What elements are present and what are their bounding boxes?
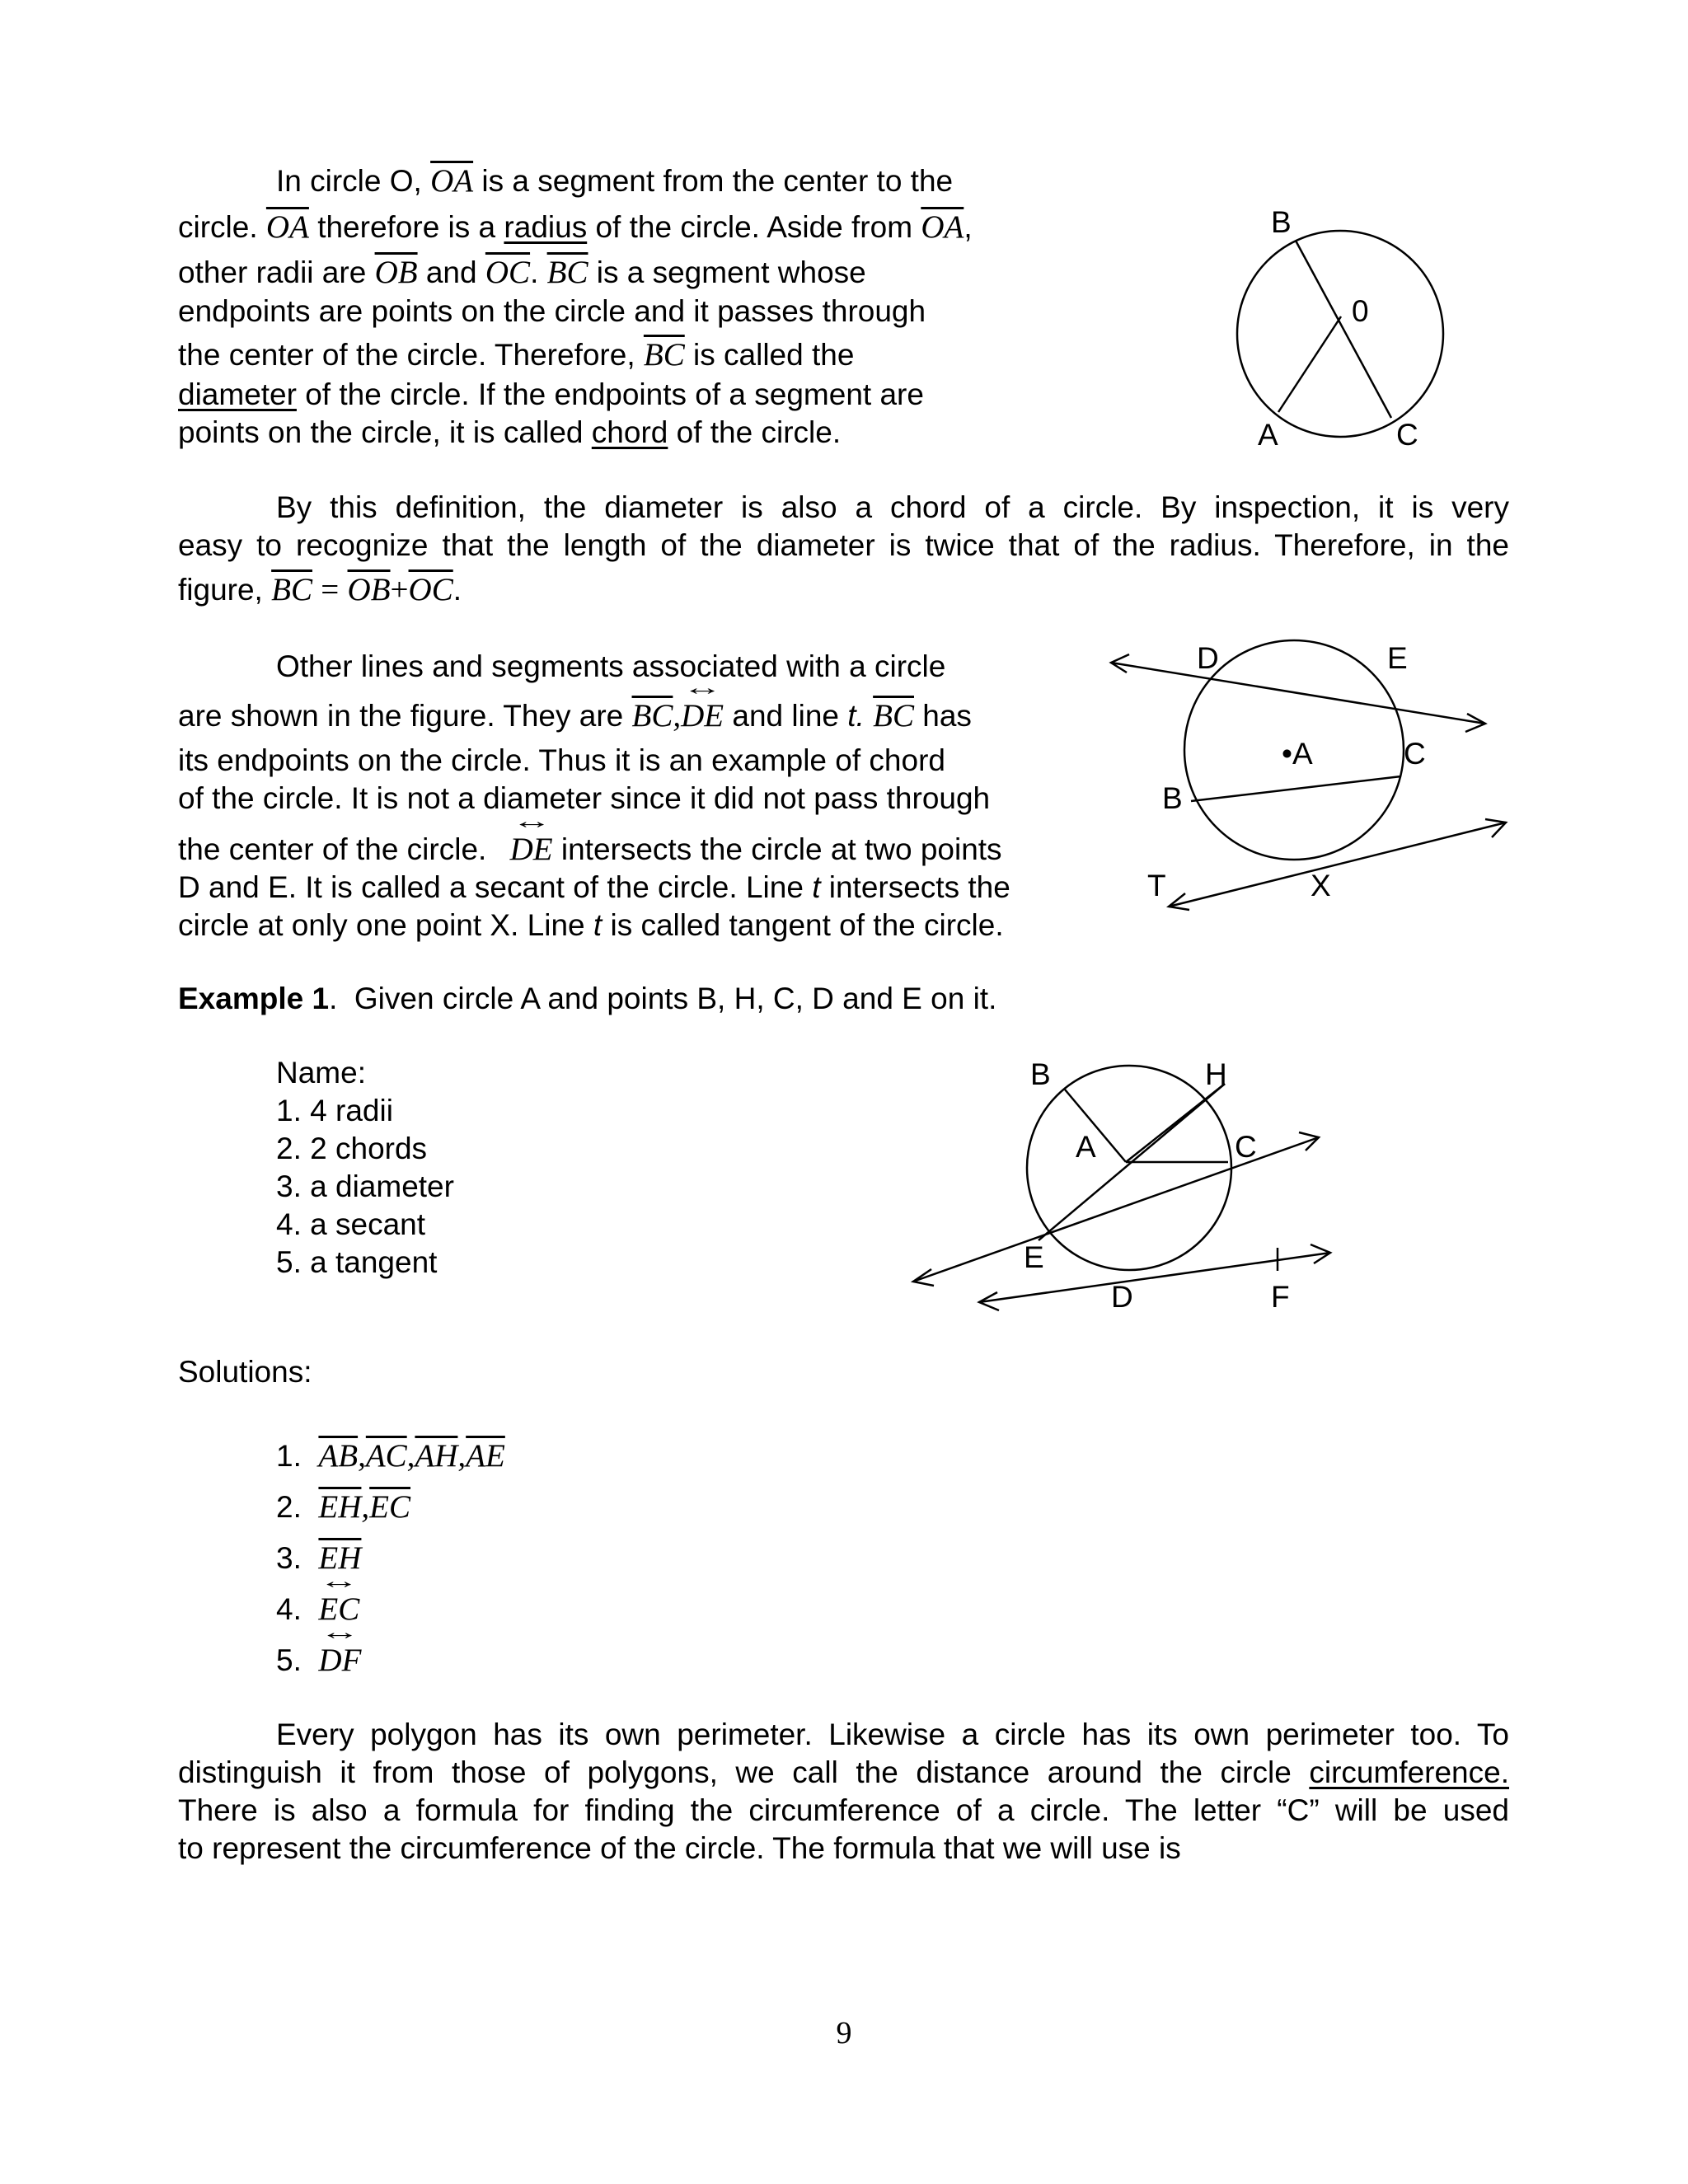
segment-bc: $\overline{BC}$	[271, 572, 312, 607]
para3-line2	[178, 697, 972, 735]
segment-eh: $\overline{EH}$	[318, 1540, 362, 1576]
segment-bc: $\overline{BC}$	[873, 698, 914, 733]
plus-sign: +	[390, 572, 409, 607]
label-a: A	[1258, 418, 1278, 452]
text-span: is called the	[693, 338, 855, 372]
text-span: ,	[406, 1438, 415, 1474]
text-span: and	[425, 255, 477, 289]
segment-ae: $\overline{AE}$	[466, 1438, 505, 1474]
segment-ab: $\overline{AB}$	[318, 1438, 359, 1474]
text-span: circle at only one point X. Line	[178, 908, 585, 942]
text-span: D and E. It is called a secant of the circle. Line	[178, 870, 804, 904]
segment-oa-line	[1278, 316, 1341, 412]
text-span: In circle O,	[276, 164, 422, 198]
list-item: 5. a tangent	[276, 1245, 438, 1279]
para2-line1: By this definition, the diameter is also a chord of a circle. By inspection, it is very	[276, 490, 1509, 524]
label-c: C	[1235, 1130, 1257, 1164]
label-center-a: •A	[1282, 737, 1313, 771]
text-span: is a segment from the center to the	[481, 164, 954, 198]
segment-ec: $\overline{EC}$	[369, 1489, 411, 1525]
text-span: .	[530, 255, 539, 289]
segment-ac: $\overline{AC}$	[365, 1438, 407, 1474]
label-b: B	[1271, 206, 1292, 239]
text-span: and line	[732, 699, 840, 733]
text-span: 2.	[276, 1490, 302, 1524]
text-span: 4.	[276, 1592, 302, 1626]
text-span: ,	[457, 1438, 467, 1474]
segment-bc: $\overline{BC}$	[631, 698, 673, 733]
text-span: 3.	[276, 1541, 302, 1575]
label-e: E	[1024, 1240, 1044, 1274]
para1-line1	[276, 162, 953, 200]
secant-ec	[913, 1137, 1319, 1282]
label-h: H	[1205, 1057, 1227, 1091]
para1-line2	[178, 209, 973, 246]
example-name-list	[276, 1054, 454, 1282]
label-c: C	[1396, 418, 1418, 452]
text-span: 5.	[276, 1643, 302, 1677]
text-span: is a segment whose	[596, 255, 866, 289]
list-item: 3. a diameter	[276, 1169, 454, 1203]
solutions-list	[276, 1437, 505, 1693]
list-item	[276, 1540, 505, 1591]
label-b: B	[1162, 781, 1183, 815]
term-circumference: circumference.	[1309, 1755, 1509, 1789]
list-item: 4. a secant	[276, 1207, 426, 1241]
chord-bc	[1191, 776, 1401, 801]
segment-eh: $\overline{EH}$	[318, 1489, 362, 1525]
text-span: therefore is a	[317, 210, 496, 244]
text-span: points on the circle, it is called	[178, 415, 584, 449]
tangent-t	[1169, 823, 1506, 907]
list-item	[276, 1591, 505, 1642]
text-span: of the circle. If the endpoints of a segment are	[305, 377, 924, 411]
text-span: ,	[964, 210, 973, 244]
para1-line5	[178, 336, 854, 374]
figure-circle-a-secant-tangent	[1104, 635, 1533, 915]
figure-circle-o	[1228, 206, 1475, 462]
segment-oc: $\overline{OC}$	[408, 572, 453, 607]
example-1-heading	[178, 980, 996, 1018]
para4-line3: There is also a formula for finding the circumference of a circle. The letter “C” will be used	[178, 1793, 1509, 1827]
circle-o	[1237, 231, 1443, 437]
term-chord: chord	[591, 415, 668, 449]
line-de: ↔ DE	[681, 697, 724, 735]
example-label: Example 1	[178, 982, 330, 1015]
text-span: intersects the circle at two points	[560, 832, 1002, 866]
text-span: ,	[361, 1489, 370, 1525]
text-span: is called tangent of the circle.	[610, 908, 1004, 942]
para3-line7	[178, 907, 1004, 944]
circle-a	[1027, 1066, 1231, 1270]
text-span: are shown in the figure. They are	[178, 699, 624, 733]
text-span: of the circle.	[676, 415, 842, 449]
segment-oa: $\overline{OA}$	[265, 209, 309, 245]
list-item	[276, 1488, 505, 1540]
para2-line2: easy to recognize that the length of the diameter is twice that of the radius. Therefore, in the	[178, 528, 1509, 562]
line-df: ↔ DF	[318, 1642, 361, 1680]
para3-line4: of the circle. It is not a diameter since it did not pass through	[178, 781, 991, 815]
label-d: D	[1111, 1280, 1133, 1314]
text-span: t.	[847, 699, 865, 733]
segment-ob: $\overline{OB}$	[347, 572, 391, 607]
line-ec: ↔ EC	[318, 1591, 359, 1629]
text-span: distinguish it from those of polygons, we call the distance around the circle	[178, 1755, 1292, 1789]
term-diameter: diameter	[178, 377, 297, 411]
label-e: E	[1387, 641, 1408, 675]
segment-oa: $\overline{OA}$	[430, 163, 474, 199]
text-span: Given circle A and points B, H, C, D and E on it.	[354, 982, 997, 1015]
label-t: T	[1147, 869, 1166, 902]
text-span: figure,	[178, 573, 263, 607]
label-c: C	[1404, 737, 1426, 771]
segment-ah: $\overline{AH}$	[415, 1438, 458, 1474]
text-span: t	[593, 908, 603, 942]
para1-line4: endpoints are points on the circle and it passes through	[178, 294, 926, 328]
para1-line3	[178, 254, 866, 292]
text-span: .	[329, 982, 338, 1015]
list-item	[276, 1437, 505, 1488]
list-item	[276, 1642, 505, 1693]
segment-oa: $\overline{OA}$	[921, 209, 964, 245]
solutions-heading: Solutions:	[178, 1355, 312, 1389]
text-span: t	[812, 870, 821, 904]
label-f: F	[1271, 1280, 1290, 1314]
para4-line1: Every polygon has its own perimeter. Likewise a circle has its own perimeter too. To	[276, 1718, 1509, 1751]
text-span: has	[922, 699, 972, 733]
arrowhead-right	[1485, 819, 1506, 837]
segment-bc: $\overline{BC}$	[546, 255, 588, 290]
list-item: 2. 2 chords	[276, 1132, 428, 1165]
para3-line6	[178, 869, 1010, 907]
segment-oc: $\overline{OC}$	[485, 255, 531, 290]
text-span: of the circle. Aside from	[595, 210, 913, 244]
equals-sign: =	[321, 572, 340, 607]
label-a: A	[1076, 1130, 1096, 1164]
text-span: circle.	[178, 210, 258, 244]
page-number: 9	[836, 2016, 852, 2050]
text-span: intersects the	[828, 870, 1010, 904]
text-span: the center of the circle.	[178, 832, 487, 866]
para4-line4: to represent the circumference of the circle. The formula that we will use is	[178, 1831, 1181, 1865]
figure-example-1	[907, 1047, 1368, 1327]
text-span: ,	[673, 698, 682, 733]
segment-ob: $\overline{OB}$	[374, 255, 418, 290]
para3-line3: its endpoints on the circle. Thus it is an example of chord	[178, 743, 945, 777]
term-radius: radius	[504, 210, 588, 244]
para1-line6	[178, 376, 924, 414]
para1-line7	[178, 414, 841, 452]
text-span: the center of the circle. Therefore,	[178, 338, 635, 372]
text-span: ,	[358, 1438, 366, 1474]
segment-bc: $\overline{BC}$	[643, 337, 685, 373]
text-span: 1.	[276, 1439, 302, 1473]
label-b: B	[1030, 1057, 1051, 1091]
list-heading: Name:	[276, 1056, 366, 1090]
label-d: D	[1197, 641, 1219, 675]
para3-line5	[178, 831, 1002, 869]
para4-line2	[178, 1754, 1509, 1792]
text-span: .	[452, 573, 462, 607]
label-o: 0	[1352, 294, 1369, 328]
label-x: X	[1311, 869, 1331, 902]
list-item: 1. 4 radii	[276, 1094, 393, 1127]
para2-line3	[178, 571, 462, 609]
segment-bc-line	[1296, 241, 1391, 418]
secant-de	[1111, 663, 1485, 724]
text-span: other radii are	[178, 255, 367, 289]
line-de: ↔ DE	[510, 831, 553, 869]
para3-line1: Other lines and segments associated with a circle	[276, 649, 946, 683]
